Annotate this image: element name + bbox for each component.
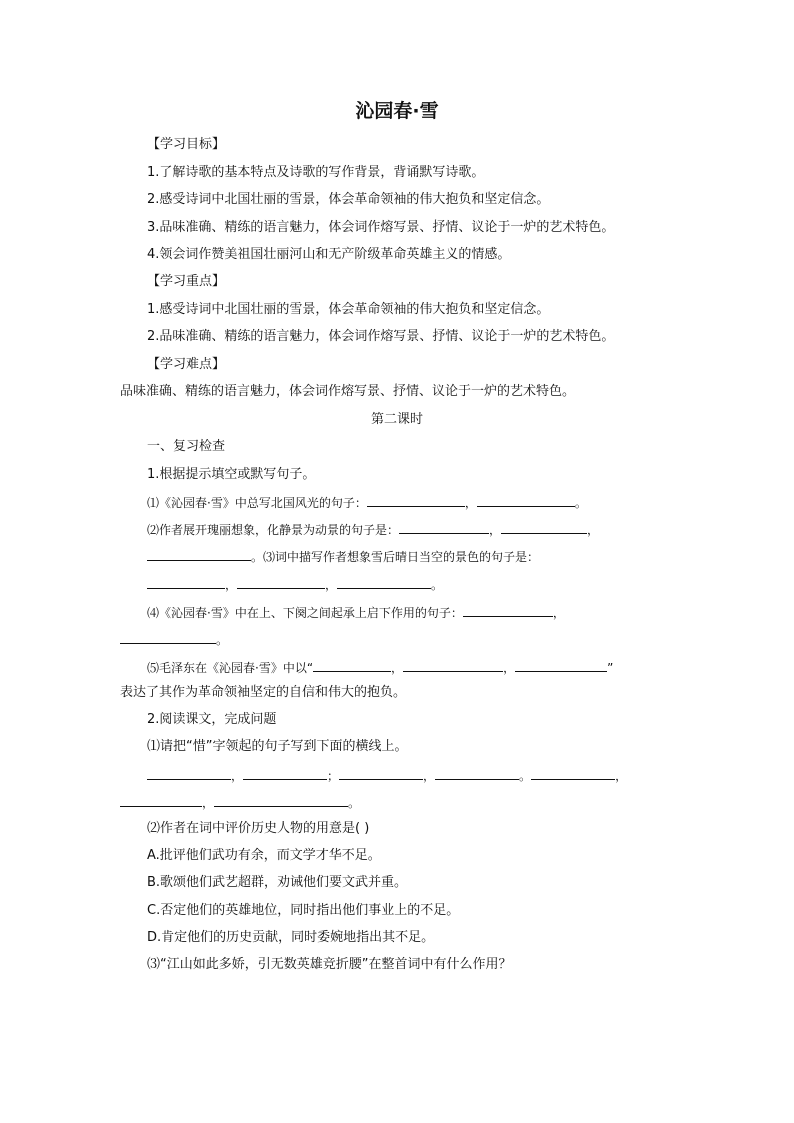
- goal-item: 2.感受诗词中北国壮丽的雪景，体会革命领袖的伟大抱负和坚定信念。: [147, 192, 550, 207]
- question-1-1: ⑴《沁园春·雪》中总写北国风光的句子： ， 。: [147, 493, 587, 512]
- key-point-item: 1.感受诗词中北国壮丽的雪景，体会革命领袖的伟大抱负和坚定信念。: [147, 302, 550, 317]
- answer-blank[interactable]: [147, 766, 231, 780]
- answer-blank[interactable]: [339, 766, 423, 780]
- answer-blank[interactable]: [147, 547, 251, 561]
- goal-item: 1.了解诗歌的基本特点及诗歌的写作背景，背诵默写诗歌。: [147, 165, 485, 180]
- question-text: ⑸毛泽东在《沁园春·雪》中以“: [147, 661, 314, 675]
- answer-blank[interactable]: [399, 520, 489, 534]
- question-1-3-answers: ， ， 。: [147, 575, 443, 594]
- question-2-1-answers-continued: ， 。: [120, 793, 360, 812]
- goals-header: 【学习目标】: [147, 137, 226, 152]
- question-text: ⑷《沁园春·雪》中在上、下阕之间起承上启下作用的句子：: [147, 606, 463, 620]
- question-text: ⑵作者展开瑰丽想象，化静景为动景的句子是：: [147, 523, 400, 537]
- answer-blank[interactable]: [367, 493, 465, 507]
- answer-blank[interactable]: [435, 766, 519, 780]
- option-c: C.否定他们的英雄地位，同时指出他们事业上的不足。: [147, 903, 460, 918]
- question-1-2: ⑵作者展开瑰丽想象，化静景为动景的句子是： ， ，: [147, 520, 599, 539]
- answer-blank[interactable]: [214, 793, 348, 807]
- question-2: 2.阅读课文，完成问题: [147, 712, 277, 727]
- question-1-4: ⑷《沁园春·雪》中在上、下阕之间起承上启下作用的句子： ，: [147, 603, 565, 622]
- answer-blank[interactable]: [463, 603, 553, 617]
- question-2-1: ⑴请把“惜”字领起的句子写到下面的横线上。: [147, 739, 408, 754]
- question-1-4-continued: 。: [120, 630, 228, 649]
- answer-blank[interactable]: [313, 658, 391, 672]
- question-text: ⑴《沁园春·雪》中总写北国风光的句子：: [147, 496, 367, 510]
- answer-blank[interactable]: [501, 520, 587, 534]
- option-d: D.肯定他们的历史贡献，同时委婉地指出其不足。: [147, 930, 435, 945]
- goal-item: 3.品味准确、精练的语言魅力，体会词作熔写景、抒情、议论于一炉的艺术特色。: [147, 220, 615, 235]
- answer-blank[interactable]: [237, 575, 325, 589]
- goal-item: 4.领会词作赞美祖国壮丽河山和无产阶级革命英雄主义的情感。: [147, 247, 511, 262]
- section-heading: 一、复习检查: [147, 439, 226, 454]
- difficulty-text: 品味准确、精练的语言魅力，体会词作熔写景、抒情、议论于一炉的艺术特色。: [120, 384, 576, 399]
- option-a: A.批评他们武功有余，而文学才华不足。: [147, 848, 381, 863]
- answer-blank[interactable]: [515, 658, 607, 672]
- question-text: ⑶词中描写作者想象雪后晴日当空的景色的句子是：: [263, 550, 540, 564]
- question-1-3: 。⑶词中描写作者想象雪后晴日当空的景色的句子是：: [147, 547, 539, 566]
- answer-blank[interactable]: [147, 575, 225, 589]
- answer-blank[interactable]: [403, 658, 503, 672]
- question-2-3: ⑶“江山如此多娇，引无数英雄竞折腰”在整首词中有什么作用？: [147, 957, 512, 972]
- question-1: 1.根据提示填空或默写句子。: [147, 467, 316, 482]
- answer-blank[interactable]: [477, 493, 575, 507]
- answer-blank[interactable]: [243, 766, 327, 780]
- question-1-5: ⑸毛泽东在《沁园春·雪》中以“ ， ， ”: [147, 658, 613, 677]
- key-point-item: 2.品味准确、精练的语言魅力，体会词作熔写景、抒情、议论于一炉的艺术特色。: [147, 329, 615, 344]
- lesson-label: 第二课时: [370, 412, 423, 427]
- answer-blank[interactable]: [120, 630, 216, 644]
- question-2-2: ⑵作者在词中评价历史人物的用意是( ): [147, 821, 370, 836]
- question-2-1-answers: ， ； ， 。 ，: [147, 766, 627, 785]
- answer-blank[interactable]: [120, 793, 202, 807]
- key-header: 【学习重点】: [147, 274, 226, 289]
- difficulty-header: 【学习难点】: [147, 357, 226, 372]
- answer-blank[interactable]: [531, 766, 615, 780]
- question-1-5-continued: 表达了其作为革命领袖坚定的自信和伟大的抱负。: [120, 685, 407, 700]
- answer-blank[interactable]: [337, 575, 431, 589]
- option-b: B.歌颂他们武艺超群，劝诫他们要文武并重。: [147, 875, 408, 890]
- doc-title: 沁园春·雪: [355, 100, 439, 122]
